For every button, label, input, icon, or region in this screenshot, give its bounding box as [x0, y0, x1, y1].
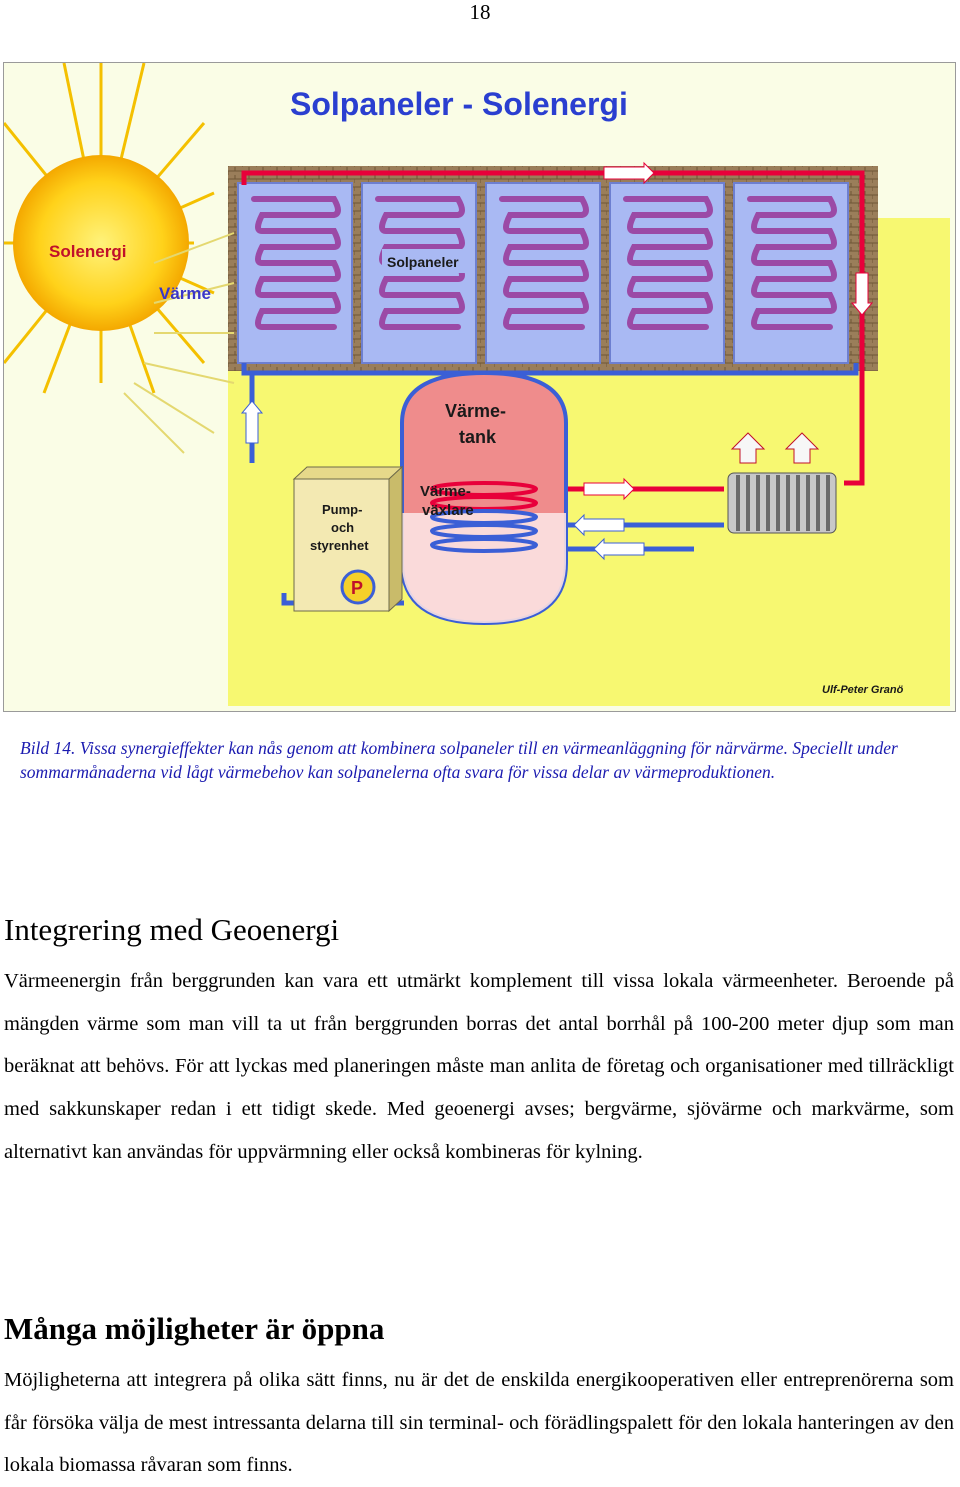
figure-caption: Bild 14. Vissa synergieffekter kan nås genom att kombinera solpaneler till en värmeanläggning för närvärme. Speciellt under sommarmånaderna vid lågt värmebehov kan solpanelerna ofta svara för vissa delar av värmeproduktionen. — [20, 738, 898, 782]
figure-title: Solpaneler - Solenergi — [290, 86, 628, 122]
solenergi-label: Solenergi — [49, 242, 127, 261]
figure-credit: Ulf-Peter Granö — [822, 684, 904, 696]
solar-panel — [238, 183, 352, 363]
pump-symbol: P — [351, 578, 364, 598]
pump-label-3: styrenhet — [310, 538, 369, 553]
solpaneler-label: Solpaneler — [387, 254, 459, 270]
page-number: 18 — [469, 0, 491, 24]
varmevaxlare-label-1: Värme- — [420, 483, 471, 500]
varmetank-label-2: tank — [459, 427, 497, 447]
solar-panels — [238, 183, 848, 363]
solar-panel — [486, 183, 600, 363]
paragraph-mojligheter: Möjligheterna att integrera på olika sätt finns, nu är det de enskilda energikooperativen eller entreprenörerna som får försöka välja de mest intressanta delarna till sin terminal- och förädlingspalett för den lokala hanteringen av den lokala biomassa råvaran som finns. — [4, 1369, 954, 1477]
heading-mojligheter: Många möjligheter är öppna — [4, 1311, 385, 1346]
solar-diagram-figure — [3, 62, 956, 712]
varmetank-label-1: Värme- — [445, 401, 507, 421]
paragraph-geoenergi: Värmeenergin från berggrunden kan vara ett utmärkt komplement till vissa lokala värmeenheter. Beroende på mängden värme som man vill ta ut från berggrunden borras det antal borrhål på 100-200 meter djup som man beräknat att behövs. För att lyckas med planeringen måste man anlita de företag och organisationer med tillräckligt med sakkunskaper redan i ett tidigt skede. Med geoenergi avses; bergvärme, sjövärme och markvärme, som alternativt kan användas för uppvärmning eller också kombineras för kylning. — [4, 970, 954, 1163]
varmevaxlare-label-2: växlare — [422, 502, 474, 519]
pump-label-1: Pump- — [322, 502, 363, 517]
pump-label-2: och — [331, 520, 355, 535]
solar-panel — [734, 183, 848, 363]
varme-label: Värme — [159, 284, 211, 303]
solar-panel — [610, 183, 724, 363]
heading-geoenergi: Integrering med Geoenergi — [4, 912, 340, 947]
radiator-icon — [728, 473, 836, 533]
